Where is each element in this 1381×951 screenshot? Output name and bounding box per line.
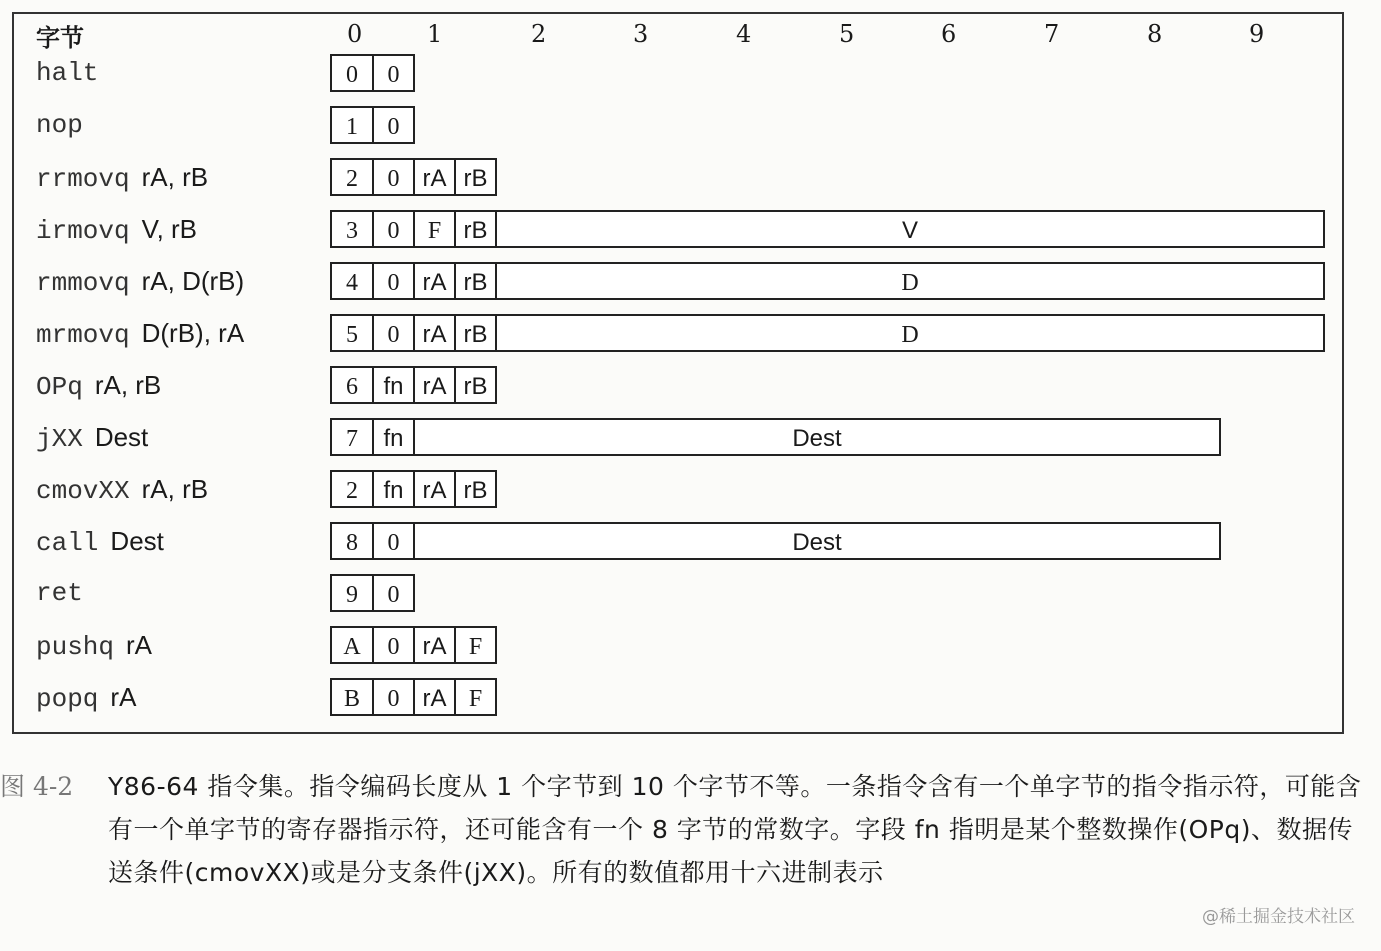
instruction-mrmovq [36, 314, 244, 352]
encoding-cell: B [330, 678, 374, 716]
instruction-nop [36, 106, 83, 144]
mnemonic: rrmovq [36, 164, 130, 194]
operands: rA, rB [94, 370, 162, 400]
operands: rA, D(rB) [141, 266, 245, 296]
mnemonic: mrmovq [36, 320, 130, 350]
encoding-cell: 0 [372, 210, 415, 248]
byte-index-5: 5 [839, 20, 855, 48]
encoding-cell: rA [413, 470, 456, 508]
instruction-irmovq [36, 210, 197, 248]
encoding-cell: 0 [372, 106, 415, 144]
encoding-cell: rA [413, 678, 456, 716]
encoding-cell: 0 [372, 626, 415, 664]
constant-field: Dest [413, 418, 1221, 456]
byte-index-2: 2 [531, 20, 547, 48]
encoding-cell: 3 [330, 210, 374, 248]
operands: rA, rB [141, 162, 209, 192]
byte-index-9: 9 [1249, 20, 1265, 48]
caption-text: Y86-64 指令集。指令编码长度从 1 个字节到 10 个字节不等。一条指令含有一个单字节的指令指示符，可能含有一个单字节的寄存器指示符，还可能含有一个 8 字节的常数字。字段 fn 指明是某个整数操作(OPq)、数据传送条件(cmovXX)或是分支条件(jXX)。所有的数值都用十六进制表示 [108, 772, 1362, 887]
encoding-cell: A [330, 626, 374, 664]
mnemonic: OPq [36, 372, 83, 402]
byte-index-1: 1 [427, 20, 443, 48]
encoding-cell: 4 [330, 262, 374, 300]
encoding-cell: 1 [330, 106, 374, 144]
encoding-cell: 0 [372, 678, 415, 716]
encoding-cell: rA [413, 158, 456, 196]
operands: Dest [94, 422, 149, 452]
mnemonic: nop [36, 110, 83, 140]
constant-field: D [495, 262, 1325, 300]
instruction-rmmovq [36, 262, 244, 300]
encoding-cell: 2 [330, 470, 374, 508]
mnemonic: call [36, 528, 99, 558]
instruction-pushq [36, 626, 152, 664]
encoding-cell: 0 [372, 54, 415, 92]
encoding-cell: F [413, 210, 456, 248]
watermark: @稀土掘金技术社区 [1202, 907, 1355, 927]
byte-index-7: 7 [1044, 20, 1060, 48]
byte-index-4: 4 [736, 20, 752, 48]
encoding-cell: fn [372, 470, 415, 508]
instruction-call [36, 522, 164, 560]
instruction-opq [36, 366, 161, 404]
mnemonic: popq [36, 684, 99, 714]
instruction-rrmovq [36, 158, 208, 196]
figure-number: 图 4-2 [0, 772, 74, 801]
encoding-cell: rB [454, 210, 497, 248]
operands: rA [126, 630, 153, 660]
encoding-cell: rA [413, 314, 456, 352]
constant-field: Dest [413, 522, 1221, 560]
constant-field: V [495, 210, 1325, 248]
instruction-halt [36, 54, 98, 92]
byte-index-0: 0 [347, 20, 363, 48]
encoding-cell: fn [372, 418, 415, 456]
instruction-jxx [36, 418, 148, 456]
mnemonic: ret [36, 578, 83, 608]
encoding-cell: rA [413, 366, 456, 404]
operands: D(rB), rA [141, 318, 245, 348]
encoding-cell: 9 [330, 574, 374, 612]
encoding-cell: rB [454, 158, 497, 196]
instruction-set-frame [12, 12, 1344, 734]
mnemonic: pushq [36, 632, 115, 662]
encoding-cell: rB [454, 366, 497, 404]
encoding-cell: F [454, 626, 497, 664]
mnemonic: irmovq [36, 216, 130, 246]
encoding-cell: rB [454, 470, 497, 508]
operands: V, rB [141, 214, 198, 244]
encoding-cell: rA [413, 626, 456, 664]
operands: rA, rB [141, 474, 209, 504]
operands: Dest [110, 526, 164, 556]
mnemonic: rmmovq [36, 268, 130, 298]
encoding-cell: 6 [330, 366, 374, 404]
instruction-popq [36, 678, 136, 716]
encoding-cell: 0 [372, 158, 415, 196]
encoding-cell: 0 [372, 522, 415, 560]
bytes-header-label: 字节 [36, 24, 84, 52]
encoding-cell: 7 [330, 418, 374, 456]
mnemonic: cmovXX [36, 476, 130, 506]
encoding-cell: rB [454, 262, 497, 300]
encoding-cell: 0 [372, 262, 415, 300]
constant-field: D [495, 314, 1325, 352]
encoding-cell: rB [454, 314, 497, 352]
byte-index-6: 6 [941, 20, 957, 48]
byte-index-3: 3 [633, 20, 649, 48]
operands: rA [110, 682, 137, 712]
encoding-cell: 0 [372, 574, 415, 612]
encoding-cell: F [454, 678, 497, 716]
encoding-cell: 5 [330, 314, 374, 352]
mnemonic: jXX [36, 424, 83, 454]
instruction-cmovxx [36, 470, 208, 508]
mnemonic: halt [36, 58, 99, 88]
encoding-cell: rA [413, 262, 456, 300]
encoding-cell: 2 [330, 158, 374, 196]
encoding-cell: fn [372, 366, 415, 404]
instruction-ret [36, 574, 83, 612]
encoding-cell: 0 [330, 54, 374, 92]
encoding-cell: 8 [330, 522, 374, 560]
encoding-cell: 0 [372, 314, 415, 352]
byte-index-8: 8 [1147, 20, 1163, 48]
